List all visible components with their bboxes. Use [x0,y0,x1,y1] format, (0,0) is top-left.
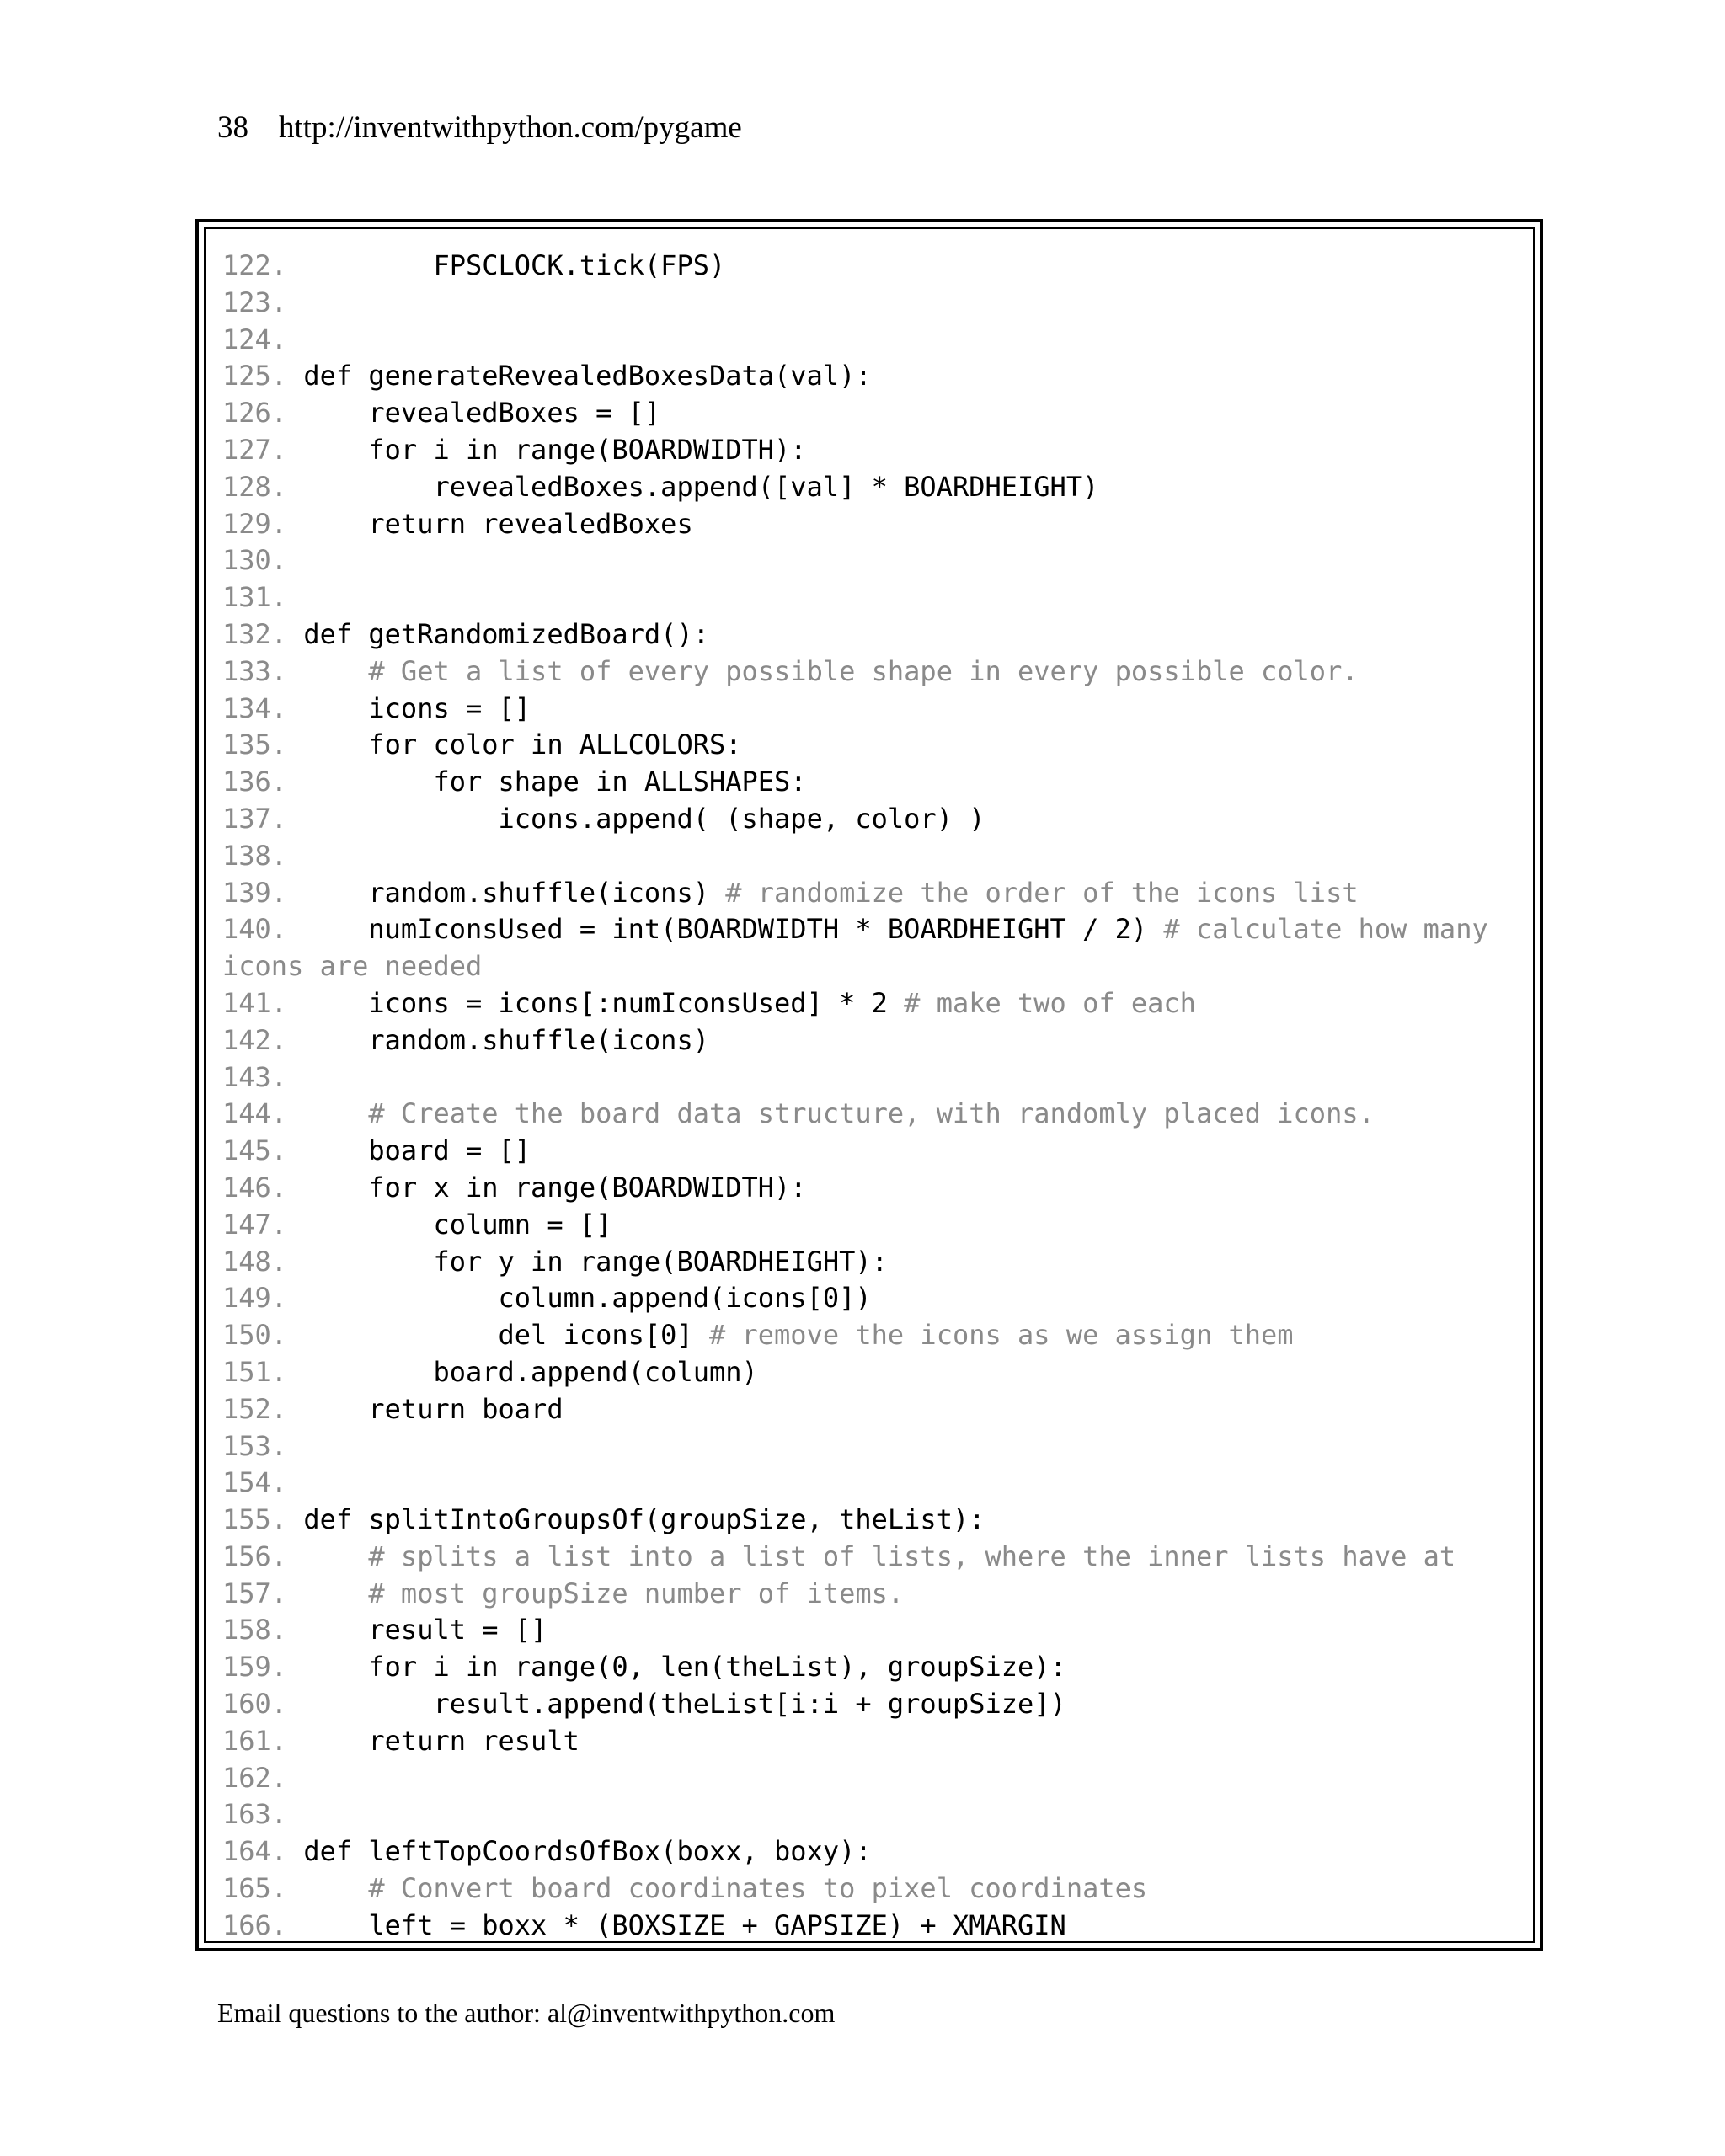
code-line [222,1870,1533,1908]
line-number: 151. [222,1355,288,1388]
line-number: 124. [222,323,288,355]
code-line [222,764,1533,801]
code-line [222,654,1533,691]
code-text [303,655,368,687]
code-line [222,1686,1533,1723]
code-line [222,395,1533,432]
code-text [303,1540,368,1572]
code-text: icons = [] [303,691,531,724]
code-line [222,1723,1533,1760]
code-text: result = [] [303,1614,547,1646]
line-number: 163. [222,1798,288,1831]
line-number: 155. [222,1503,288,1536]
page-footer: Email questions to the author: al@inventwithpython.com [217,1998,836,2028]
line-number: 159. [222,1651,288,1684]
code-line [222,1502,1533,1539]
line-number: 131. [222,581,288,614]
code-text: return result [303,1724,579,1757]
line-number: 122. [222,249,288,281]
line-number: 139. [222,876,288,909]
code-text [303,1872,368,1904]
code-line [222,1244,1533,1281]
code-text: del icons[0] [303,1319,709,1352]
code-text: random.shuffle(icons) [303,876,726,909]
line-number: 165. [222,1872,288,1905]
code-line [222,1428,1533,1465]
line-number: 145. [222,1134,288,1167]
code-text: icons = icons[:numIconsUsed] * 2 [303,986,905,1019]
code-line [222,911,1533,948]
line-number: 141. [222,986,288,1019]
code-text: left = boxx * (BOXSIZE + GAPSIZE) + XMARGIN [303,1908,1066,1941]
code-line [222,875,1533,912]
code-line [222,1465,1533,1502]
line-number: 130. [222,544,288,577]
code-line [222,358,1533,395]
page-number: 38 [217,110,248,145]
line-number: 127. [222,433,288,466]
code-line [222,1317,1533,1354]
code-line [222,1133,1533,1170]
code-line [222,1207,1533,1244]
code-text: def splitIntoGroupsOf(groupSize, theList): [303,1503,985,1536]
code-line [222,322,1533,359]
code-line [222,1796,1533,1833]
line-number: 156. [222,1540,288,1572]
code-line [222,985,1533,1022]
code-text: numIconsUsed = int(BOARDWIDTH * BOARDHEIGHT / 2) [303,913,1164,946]
code-line [222,1170,1533,1207]
line-number: 146. [222,1171,288,1203]
code-line [222,506,1533,543]
line-number: 135. [222,728,288,761]
code-line [222,1059,1533,1097]
code-line [222,1022,1533,1059]
line-number: 142. [222,1023,288,1056]
code-line [222,948,1533,985]
code-comment: # calculate how many [1163,913,1488,946]
code-text: revealedBoxes = [] [303,397,661,430]
line-number: 154. [222,1466,288,1499]
line-number: 152. [222,1392,288,1425]
line-number: 150. [222,1319,288,1352]
code-text: for shape in ALLSHAPES: [303,766,807,798]
code-line [222,1576,1533,1613]
code-comment: # splits a list into a list of lists, where the inner lists have at [368,1540,1456,1572]
code-line [222,616,1533,654]
line-number: 161. [222,1724,288,1757]
page-header [217,106,742,150]
line-number: 143. [222,1060,288,1093]
code-text: for color in ALLCOLORS: [303,728,742,761]
code-text: revealedBoxes.append([val] * BOARDHEIGHT) [303,470,1099,503]
code-text: for i in range(BOARDWIDTH): [303,433,807,466]
line-number: 160. [222,1688,288,1721]
code-text: board = [] [303,1134,531,1167]
code-line [222,1760,1533,1797]
line-number: 132. [222,617,288,650]
code-comment: # randomize the order of the icons list [725,876,1359,909]
line-number: 166. [222,1908,288,1941]
code-comment: # Get a list of every possible shape in every possible color. [368,654,1359,687]
code-text: random.shuffle(icons) [303,1023,709,1056]
code-line [222,285,1533,322]
code-continuation: icons are needed [222,950,483,983]
code-listing-frame [195,219,1543,1951]
line-number: 149. [222,1282,288,1315]
code-text [303,1577,368,1609]
line-number: 144. [222,1097,288,1130]
line-number: 126. [222,397,288,430]
code-comment: # Create the board data structure, with randomly placed icons. [368,1097,1375,1130]
code-text: column = [] [303,1208,612,1241]
line-number: 137. [222,802,288,835]
code-line [222,1391,1533,1428]
code-text: for y in range(BOARDHEIGHT): [303,1245,888,1278]
line-number: 158. [222,1614,288,1646]
line-number: 162. [222,1761,288,1794]
code-line [222,1280,1533,1317]
code-line [222,691,1533,728]
line-number: 147. [222,1208,288,1241]
line-number: 134. [222,691,288,724]
line-number: 148. [222,1245,288,1278]
code-line [222,727,1533,764]
line-number: 140. [222,913,288,946]
code-comment: # Convert board coordinates to pixel coordinates [368,1872,1148,1905]
code-line [222,1539,1533,1576]
line-number: 138. [222,839,288,872]
code-comment: # make two of each [904,986,1196,1019]
code-text: def generateRevealedBoxesData(val): [303,360,872,392]
line-number: 125. [222,360,288,392]
code-text: return board [303,1392,563,1425]
line-number: 133. [222,654,288,687]
code-text [303,1097,368,1129]
line-number: 129. [222,507,288,540]
code-text: def getRandomizedBoard(): [303,617,709,650]
code-line [222,1096,1533,1133]
code-text: board.append(column) [303,1355,758,1388]
code-text: icons.append( (shape, color) ) [303,802,985,835]
code-text: column.append(icons[0]) [303,1282,872,1315]
code-text: return revealedBoxes [303,507,693,540]
code-line [222,1354,1533,1391]
line-number: 128. [222,470,288,503]
code-text: result.append(theList[i:i + groupSize]) [303,1688,1066,1721]
code-comment: # remove the icons as we assign them [708,1319,1294,1352]
line-number: 157. [222,1577,288,1609]
code-comment: # most groupSize number of items. [368,1577,905,1609]
code-line [222,248,1533,285]
line-number: 123. [222,286,288,318]
code-line [222,801,1533,838]
code-line [222,542,1533,579]
code-line [222,1908,1533,1943]
code-text: def leftTopCoordsOfBox(boxx, boxy): [303,1835,872,1868]
line-number: 164. [222,1835,288,1868]
line-number: 153. [222,1429,288,1462]
code-text: for x in range(BOARDWIDTH): [303,1171,807,1203]
code-line [222,469,1533,506]
code-text: for i in range(0, len(theList), groupSize): [303,1651,1066,1684]
code-text: FPSCLOCK.tick(FPS) [303,249,726,281]
code-line [222,432,1533,469]
code-listing [204,227,1535,1943]
code-line [222,1612,1533,1649]
code-line [222,1833,1533,1870]
line-number: 136. [222,766,288,798]
code-line [222,579,1533,616]
header-url: http://inventwithpython.com/pygame [279,110,742,145]
code-line [222,838,1533,875]
code-line [222,1649,1533,1686]
